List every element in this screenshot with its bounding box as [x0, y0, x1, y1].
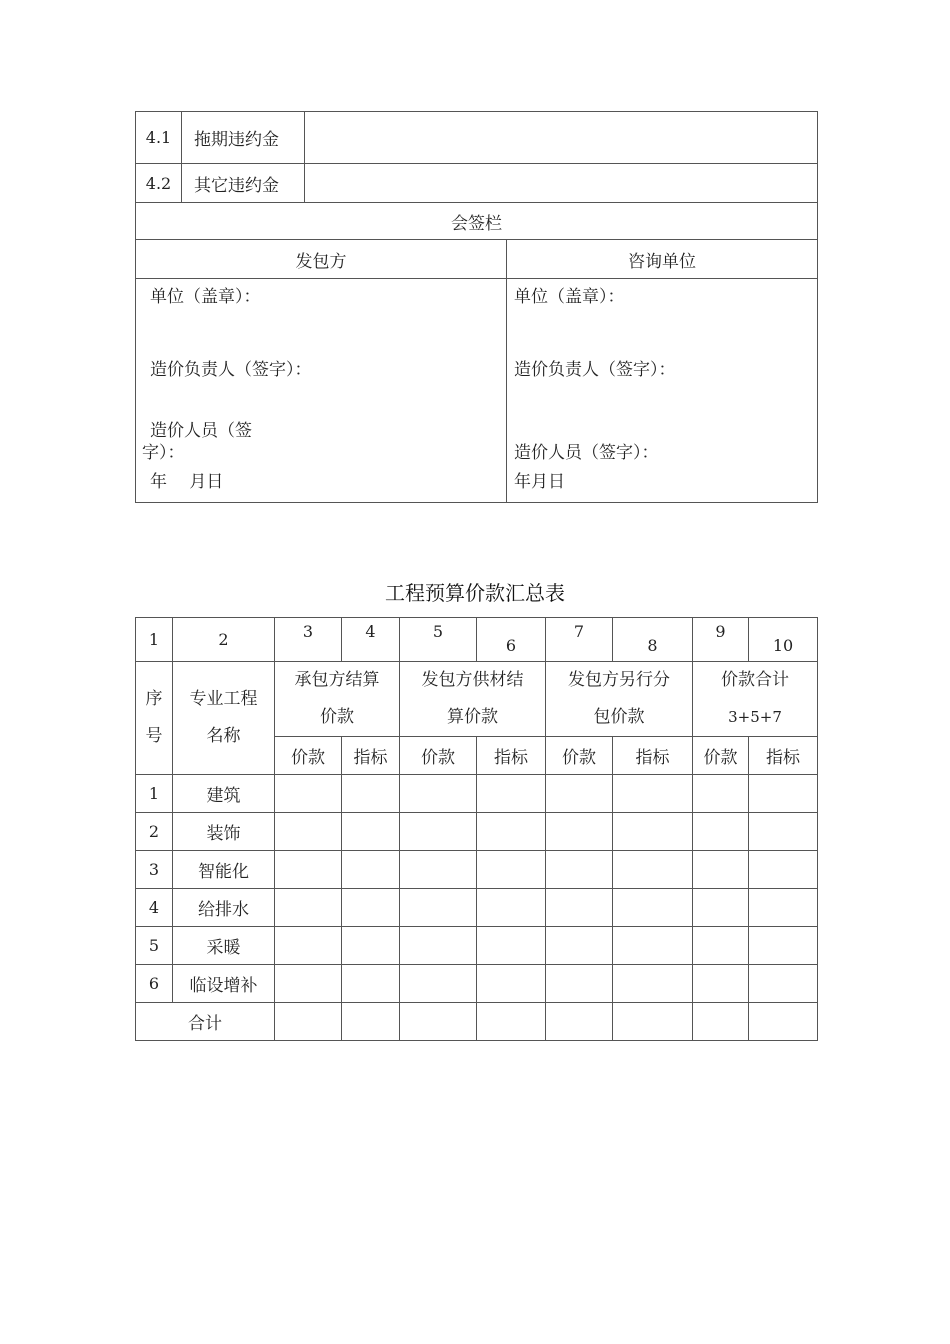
cell[interactable] — [749, 965, 818, 1003]
row-label: 拖期违约金 — [182, 112, 305, 164]
row-seq: 1 — [136, 775, 173, 813]
sub-header-index: 指标 — [749, 737, 818, 775]
cell[interactable] — [342, 775, 400, 813]
cell[interactable] — [342, 889, 400, 927]
column-number: 1 — [136, 618, 173, 662]
cell[interactable] — [749, 775, 818, 813]
cell[interactable] — [546, 851, 613, 889]
summary-table-title: 工程预算价款汇总表 — [385, 581, 565, 605]
penalty-row-delay — [136, 112, 818, 164]
budget-summary-table — [135, 617, 818, 1041]
column-number: 7 — [546, 618, 613, 662]
cell[interactable] — [275, 1003, 342, 1041]
cost-staff-signature-label-cont: 字）： — [142, 443, 185, 463]
column-number: 2 — [173, 618, 275, 662]
cell[interactable] — [693, 889, 749, 927]
table-row — [136, 813, 818, 851]
cell[interactable] — [613, 965, 693, 1003]
row-seq: 2 — [136, 813, 173, 851]
cell[interactable] — [477, 927, 546, 965]
cost-lead-signature-label: 造价负责人（签字）： — [514, 360, 676, 380]
cell[interactable] — [400, 1003, 477, 1041]
cell[interactable] — [546, 813, 613, 851]
row-seq: 6 — [136, 965, 173, 1003]
row-value-cell[interactable] — [305, 164, 818, 203]
column-number: 8 — [613, 618, 693, 662]
cost-staff-signature-label: 造价人员（签字）： — [514, 443, 659, 463]
row-label: 其它违约金 — [182, 164, 305, 203]
cell[interactable] — [749, 927, 818, 965]
countersign-title: 会签栏 — [136, 203, 818, 240]
signature-date-label: 年月日 — [514, 472, 565, 492]
cell[interactable] — [342, 813, 400, 851]
cell[interactable] — [342, 1003, 400, 1041]
cell[interactable] — [275, 927, 342, 965]
signature-date-label: 年 月日 — [150, 472, 224, 492]
sub-header-index: 指标 — [342, 737, 400, 775]
total-row — [136, 1003, 818, 1041]
price-total-header: 价款合计 3+5+7 — [693, 662, 818, 737]
project-name-header: 专业工程 名称 — [173, 662, 275, 775]
cell[interactable] — [693, 851, 749, 889]
cell[interactable] — [613, 775, 693, 813]
cell[interactable] — [275, 813, 342, 851]
cell[interactable] — [613, 813, 693, 851]
cell[interactable] — [749, 851, 818, 889]
table-row — [136, 927, 818, 965]
cell[interactable] — [613, 851, 693, 889]
row-seq: 5 — [136, 927, 173, 965]
cell[interactable] — [546, 889, 613, 927]
column-number: 4 — [342, 618, 400, 662]
column-number: 3 — [275, 618, 342, 662]
cell[interactable] — [275, 889, 342, 927]
row-seq: 4 — [136, 889, 173, 927]
group-header-row — [136, 662, 818, 737]
table-row — [136, 851, 818, 889]
cell[interactable] — [749, 889, 818, 927]
cell[interactable] — [693, 965, 749, 1003]
sub-header-price: 价款 — [546, 737, 613, 775]
row-number: 4.2 — [136, 164, 182, 203]
cell[interactable] — [400, 889, 477, 927]
total-label: 合计 — [136, 1003, 275, 1041]
row-project-name: 给排水 — [173, 889, 275, 927]
cell[interactable] — [400, 851, 477, 889]
row-project-name: 采暖 — [173, 927, 275, 965]
row-seq: 3 — [136, 851, 173, 889]
contractor-settlement-header: 承包方结算 价款 — [275, 662, 400, 737]
cell[interactable] — [477, 889, 546, 927]
sub-header-index: 指标 — [477, 737, 546, 775]
cell[interactable] — [749, 1003, 818, 1041]
table-row — [136, 775, 818, 813]
cell[interactable] — [342, 927, 400, 965]
owner-separate-subcontract-header: 发包方另行分 包价款 — [546, 662, 693, 737]
cell[interactable] — [546, 965, 613, 1003]
left-party-signature-cell[interactable] — [136, 279, 507, 503]
cell[interactable] — [693, 775, 749, 813]
cell[interactable] — [275, 851, 342, 889]
seq-header: 序 号 — [136, 662, 173, 775]
cell[interactable] — [546, 927, 613, 965]
column-number: 5 — [400, 618, 477, 662]
cell[interactable] — [613, 889, 693, 927]
sub-header-index: 指标 — [613, 737, 693, 775]
countersign-form-table — [135, 111, 818, 503]
row-number: 4.1 — [136, 112, 182, 164]
cell[interactable] — [477, 851, 546, 889]
column-number-row — [136, 618, 818, 662]
row-value-cell[interactable] — [305, 112, 818, 164]
unit-seal-label: 单位（盖章）： — [150, 287, 261, 307]
row-project-name: 建筑 — [173, 775, 275, 813]
cell[interactable] — [275, 775, 342, 813]
cell[interactable] — [613, 927, 693, 965]
cell[interactable] — [400, 965, 477, 1003]
row-project-name: 装饰 — [173, 813, 275, 851]
sub-header-price: 价款 — [693, 737, 749, 775]
column-number: 9 — [693, 618, 749, 662]
cell[interactable] — [477, 775, 546, 813]
cell[interactable] — [275, 965, 342, 1003]
cost-lead-signature-label: 造价负责人（签字）： — [150, 360, 312, 380]
cell[interactable] — [477, 1003, 546, 1041]
cell[interactable] — [613, 1003, 693, 1041]
penalty-row-other — [136, 164, 818, 203]
table-row — [136, 889, 818, 927]
cell[interactable] — [342, 851, 400, 889]
cell[interactable] — [693, 1003, 749, 1041]
owner-supplied-material-header: 发包方供材结 算价款 — [400, 662, 546, 737]
cell[interactable] — [477, 965, 546, 1003]
row-project-name: 智能化 — [173, 851, 275, 889]
sub-header-price: 价款 — [275, 737, 342, 775]
table-row — [136, 965, 818, 1003]
cell[interactable] — [400, 775, 477, 813]
column-number: 10 — [749, 618, 818, 662]
column-number: 6 — [477, 618, 546, 662]
unit-seal-label: 单位（盖章）： — [514, 287, 625, 307]
cell[interactable] — [400, 813, 477, 851]
cell[interactable] — [693, 927, 749, 965]
right-party-signature-cell[interactable] — [507, 279, 818, 503]
cell[interactable] — [400, 927, 477, 965]
cell[interactable] — [693, 813, 749, 851]
cost-staff-signature-label: 造价人员（签 — [150, 421, 252, 441]
sub-header-price: 价款 — [400, 737, 477, 775]
left-party-title: 发包方 — [136, 240, 507, 279]
cell[interactable] — [749, 813, 818, 851]
cell[interactable] — [342, 965, 400, 1003]
row-project-name: 临设增补 — [173, 965, 275, 1003]
right-party-title: 咨询单位 — [507, 240, 818, 279]
cell[interactable] — [546, 1003, 613, 1041]
cell[interactable] — [477, 813, 546, 851]
cell[interactable] — [546, 775, 613, 813]
